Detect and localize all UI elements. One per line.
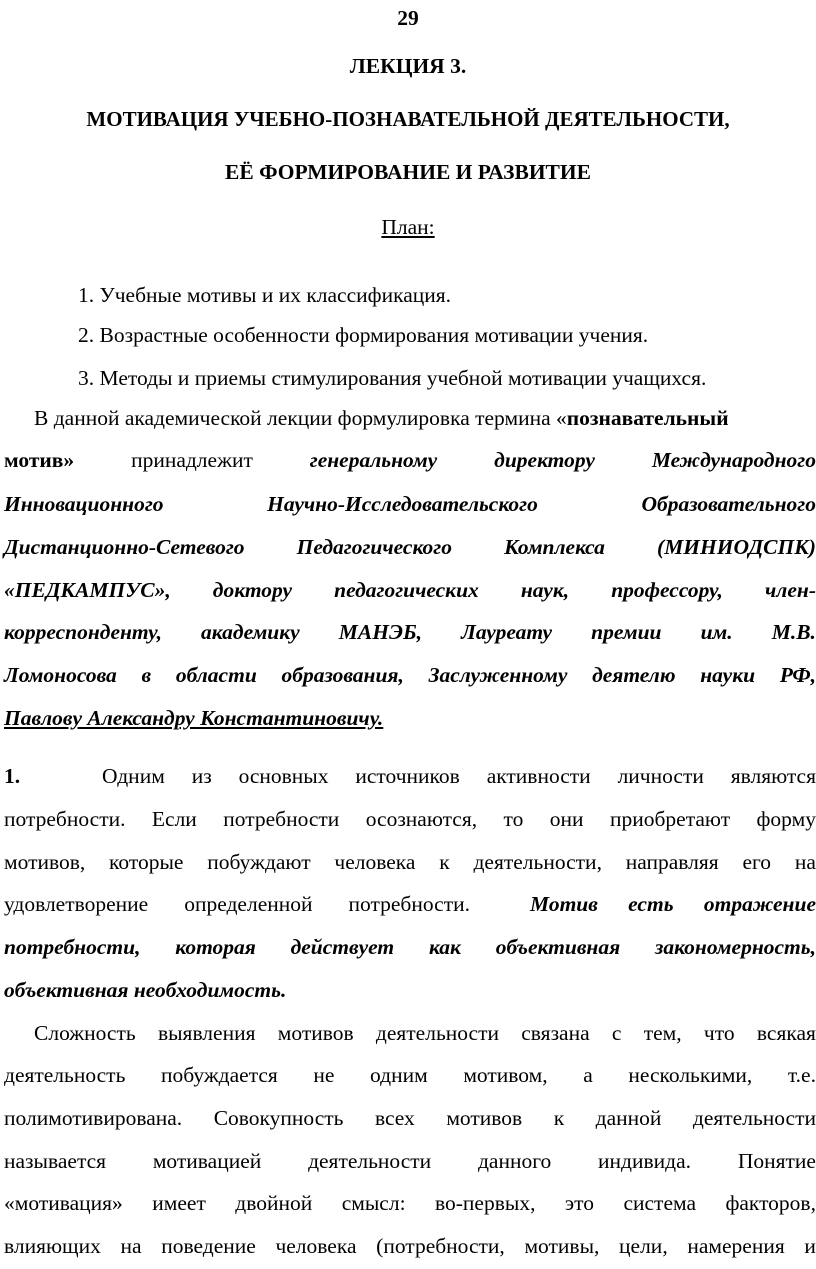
word: двойной [235, 1191, 313, 1215]
word: личности [617, 764, 704, 788]
word: одним [370, 1063, 428, 1087]
word: Заслуженному [428, 663, 568, 687]
word: «ПЕДКАМПУС», [4, 578, 171, 602]
title-line-1: МОТИВАЦИЯ УЧЕБНО-ПОЗНАВАТЕЛЬНОЙ ДЕЯТЕЛЬНОСТИ, [86, 107, 730, 131]
word: источников [355, 764, 460, 788]
word: намерения [687, 1234, 785, 1258]
word: Лауреату [461, 620, 553, 644]
word: Сложность [34, 1021, 136, 1045]
word: его [742, 850, 772, 874]
word: и [804, 1234, 816, 1258]
intro-line-3 [4, 492, 816, 517]
plan-item-3: 3. Методы и приемы стимулирования учебной мотивации учащихся. [78, 366, 707, 390]
word: Образовательного [641, 492, 816, 516]
word: всех [374, 1106, 415, 1130]
intro-text: В данной академической лекции формулировка термина « [34, 406, 567, 430]
word: в [141, 663, 152, 687]
word: активности [486, 764, 591, 788]
word: смысл: [341, 1191, 406, 1215]
word: влияющих [4, 1234, 101, 1258]
word: деятельности, [473, 850, 602, 874]
word: факторов, [725, 1191, 816, 1215]
word: Совокупность [213, 1106, 344, 1130]
word: являются [730, 764, 816, 788]
word: тем, [643, 1021, 682, 1045]
word: потребности. [348, 892, 470, 916]
word: (МИНИОДСПК) [657, 535, 816, 559]
word: Мотив [530, 892, 598, 916]
word: премии [591, 620, 662, 644]
para2-line-5 [4, 1191, 816, 1216]
word: к [439, 850, 450, 874]
word: что [703, 1021, 735, 1045]
word: Инновационного [4, 492, 164, 516]
word: несколькими, [628, 1063, 753, 1087]
word: области [175, 663, 257, 687]
word: педагогических [334, 578, 479, 602]
word: мотивацией [152, 1149, 262, 1173]
section1-line-3 [4, 850, 816, 875]
word: М.В. [771, 620, 816, 644]
word: им. [700, 620, 733, 644]
word: всякая [756, 1021, 816, 1045]
plan-item-2: 2. Возрастные особенности формирования мотивации учения. [78, 323, 649, 347]
word: система [623, 1191, 696, 1215]
word: не [313, 1063, 335, 1087]
word: цели, [619, 1234, 668, 1258]
word: данного [477, 1149, 552, 1173]
lecture-heading: ЛЕКЦИЯ 3. [349, 54, 467, 78]
word: директору [494, 448, 595, 472]
word: приобретают [609, 807, 731, 831]
plan-item-1: 1. Учебные мотивы и их классификация. [78, 283, 452, 307]
para2-line-2 [4, 1063, 816, 1088]
intro-term: познавательный [566, 406, 729, 430]
word: Дистанционно-Сетевого [4, 535, 245, 559]
word: осознаются, [365, 807, 478, 831]
para2-line-3 [4, 1106, 816, 1131]
word: они [549, 807, 584, 831]
word: основных [238, 764, 329, 788]
intro-line-8 [4, 706, 816, 731]
word: определенной [184, 892, 313, 916]
word: Научно-Исследовательского [267, 492, 538, 516]
word: потребности, [4, 935, 141, 959]
word: связана [521, 1021, 590, 1045]
word: деятелю [592, 663, 676, 687]
word: Ломоносова [4, 663, 117, 687]
intro-line-5 [4, 578, 816, 603]
word: имеет [152, 1191, 206, 1215]
word: доктору [212, 578, 293, 602]
word: академику [201, 620, 300, 644]
author-name: Павлову Александру Константиновичу. [4, 706, 384, 730]
word: Если [151, 807, 197, 831]
section1-line-2 [4, 807, 816, 832]
section1-number: 1. [4, 764, 21, 788]
word: которая [175, 935, 256, 959]
word: как [428, 935, 461, 959]
section1-line-6: объективная необходимость. [4, 978, 287, 1002]
section1-line-5 [4, 935, 816, 960]
word: а [583, 1063, 593, 1087]
word: с [611, 1021, 622, 1045]
word: которые [109, 850, 184, 874]
word: направляя [625, 850, 719, 874]
word: человека [275, 1234, 357, 1258]
word: поведение [161, 1234, 256, 1258]
word: мотивом, [463, 1063, 548, 1087]
word: данной [595, 1106, 662, 1130]
plan-heading-wrap [0, 215, 816, 240]
word: это [564, 1191, 594, 1215]
plan-heading: План: [381, 215, 435, 239]
word: «мотивация» [4, 1191, 123, 1215]
word: есть [628, 892, 674, 916]
word: во-первых, [435, 1191, 536, 1215]
word: человека [334, 850, 416, 874]
word: деятельность [4, 1063, 126, 1087]
word: МАНЭБ, [338, 620, 423, 644]
para2-line-4 [4, 1149, 816, 1174]
word: профессору, [611, 578, 723, 602]
intro-line-6 [4, 620, 816, 645]
intro-line-7 [4, 663, 816, 688]
intro-line-2 [4, 448, 816, 473]
word: деятельности [375, 1021, 499, 1045]
word: мотивов [277, 1021, 354, 1045]
word: потребности [223, 807, 340, 831]
word: на [120, 1234, 142, 1258]
word: потребности. [4, 807, 126, 831]
para2-line-1 [34, 1021, 816, 1046]
word: т.е. [787, 1063, 816, 1087]
word: побуждается [160, 1063, 278, 1087]
intro-line-4 [4, 535, 816, 560]
word: то [503, 807, 524, 831]
page-number: 29 [397, 6, 419, 30]
word: побуждают [207, 850, 311, 874]
intro-line-1 [34, 406, 816, 431]
word: науки [700, 663, 756, 687]
word: удовлетворение [4, 892, 149, 916]
word: форму [756, 807, 816, 831]
para2-line-6 [4, 1234, 816, 1259]
word: Международного [651, 448, 816, 472]
word: полимотивирована. [4, 1106, 183, 1130]
word: Комплекса [504, 535, 605, 559]
word: образования, [281, 663, 404, 687]
word: генеральному [309, 448, 438, 472]
word: называется [4, 1149, 107, 1173]
word: деятельности [692, 1106, 816, 1130]
word: Одним [102, 764, 165, 788]
word: член- [765, 578, 816, 602]
word: (потребности, [376, 1234, 505, 1258]
word: мотивов [446, 1106, 523, 1130]
word: мотивы, [524, 1234, 600, 1258]
title-line-2: ЕЁ ФОРМИРОВАНИЕ И РАЗВИТИЕ [225, 160, 591, 184]
word: мотивов, [4, 850, 86, 874]
word: Понятие [737, 1149, 816, 1173]
word: к [553, 1106, 565, 1130]
word: Педагогического [296, 535, 452, 559]
word: объективная [495, 935, 621, 959]
word: деятельности [308, 1149, 432, 1173]
word: РФ, [779, 663, 816, 687]
word: из [191, 764, 212, 788]
word: выявления [157, 1021, 256, 1045]
word: действует [290, 935, 395, 959]
word: индивида. [598, 1149, 692, 1173]
word: закономерность, [654, 935, 816, 959]
word: корреспонденту, [4, 620, 162, 644]
intro-term-cont: мотив» [4, 448, 75, 472]
word: наук, [520, 578, 570, 602]
word: на [794, 850, 816, 874]
word: отражение [703, 892, 816, 916]
word: принадлежит [131, 448, 253, 472]
